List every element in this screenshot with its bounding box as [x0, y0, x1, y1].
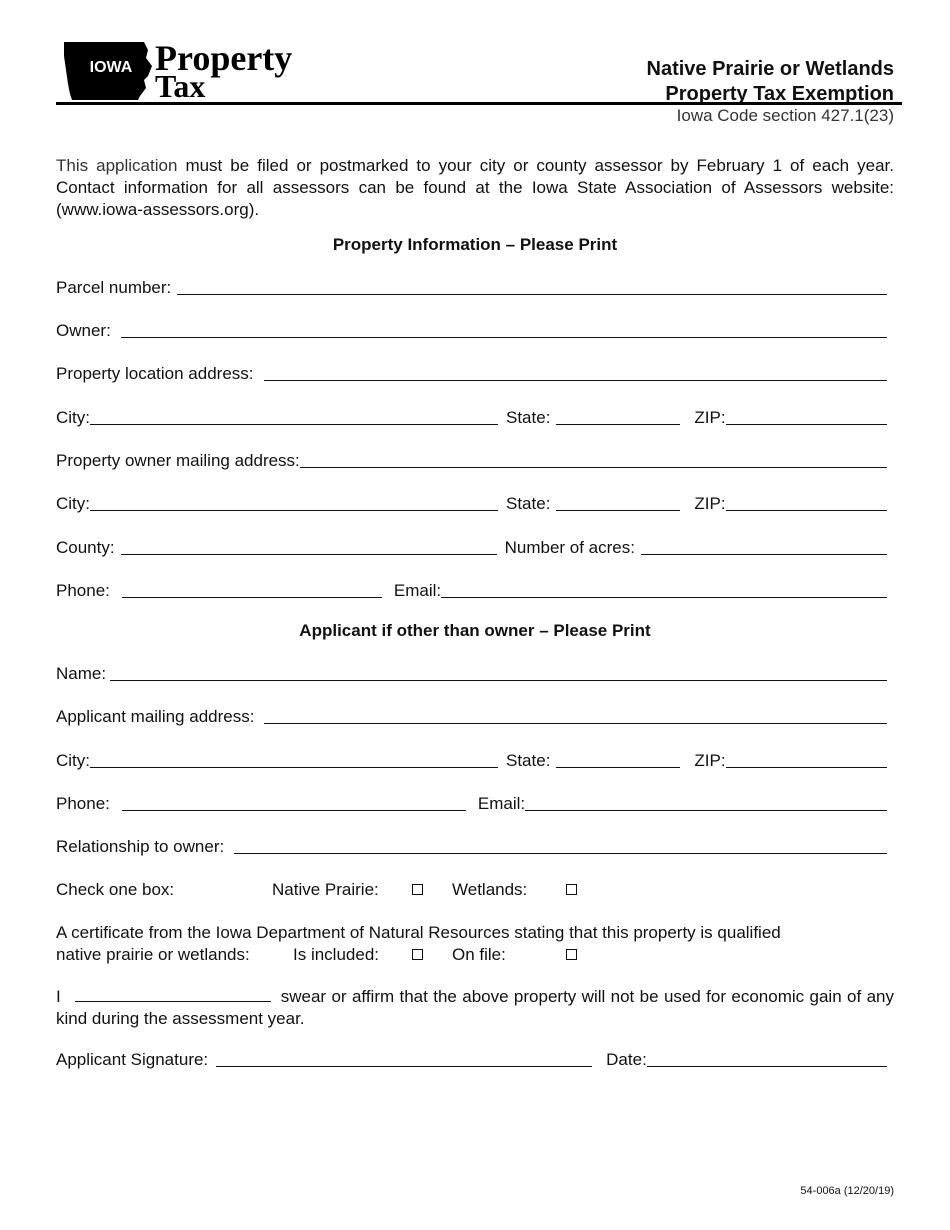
- applicant-name-field[interactable]: [110, 662, 887, 681]
- acres-field[interactable]: [641, 536, 887, 555]
- zip-label: ZIP:: [694, 408, 726, 427]
- check-one-label: Check one box:: [56, 880, 175, 899]
- property-email-field[interactable]: [441, 579, 887, 598]
- property-phone-row: [56, 577, 887, 601]
- relationship-label: Relationship to owner:: [56, 837, 225, 856]
- owner-city-field[interactable]: [90, 492, 498, 511]
- code-reference: Iowa Code section 427.1(23): [676, 106, 894, 125]
- applicant-city-field[interactable]: [90, 749, 498, 768]
- email-label: Email:: [393, 581, 442, 600]
- property-location-row: [56, 360, 887, 384]
- is-included-checkbox[interactable]: [412, 949, 423, 960]
- owner-mailing-row: [56, 447, 887, 471]
- relationship-field[interactable]: [234, 835, 887, 854]
- title-line-1: Native Prairie or Wetlands: [646, 58, 894, 80]
- state-label: State:: [506, 408, 551, 427]
- check-one-row: [56, 880, 894, 904]
- logo-word-property: Property: [155, 38, 293, 78]
- state-label: State:: [506, 494, 551, 513]
- applicant-phone-row: [56, 790, 887, 814]
- property-zip-field[interactable]: [726, 406, 887, 425]
- form-title: [647, 57, 895, 107]
- intro-text: must be filed or postmarked to your city or county assessor by February 1 of each year. Contact information for all assessors can be found at the Iowa State Association of Assessors website: (www.iowa-assessors.org).: [56, 156, 894, 219]
- county-label: County:: [56, 538, 115, 557]
- owner-state-field[interactable]: [556, 492, 680, 511]
- applicant-mailing-row: [56, 703, 887, 727]
- zip-label: ZIP:: [694, 494, 726, 513]
- applicant-name-row: [56, 660, 887, 684]
- city-label: City:: [56, 751, 90, 770]
- wetlands-label: Wetlands:: [452, 880, 528, 899]
- property-location-label: Property location address:: [56, 364, 254, 383]
- date-label: Date:: [606, 1050, 647, 1069]
- city-label: City:: [56, 494, 90, 513]
- form-page: [56, 0, 894, 1230]
- property-phone-field[interactable]: [122, 579, 382, 598]
- parcel-number-row: [56, 274, 887, 298]
- city-label: City:: [56, 408, 90, 427]
- applicant-section-heading: Applicant if other than owner – Please Print: [299, 621, 651, 640]
- owner-zip-field[interactable]: [726, 492, 887, 511]
- native-prairie-checkbox[interactable]: [412, 884, 423, 895]
- zip-label: ZIP:: [694, 751, 726, 770]
- iowa-property-tax-logo: [62, 40, 292, 102]
- applicant-mailing-label: Applicant mailing address:: [56, 707, 255, 726]
- phone-label: Phone:: [56, 794, 110, 813]
- property-state-field[interactable]: [556, 406, 680, 425]
- phone-label: Phone:: [56, 581, 110, 600]
- acres-label: Number of acres:: [504, 538, 635, 557]
- date-field[interactable]: [647, 1048, 887, 1067]
- applicant-email-field[interactable]: [525, 792, 887, 811]
- intro-lead: This application: [56, 156, 178, 175]
- state-label: State:: [506, 751, 551, 770]
- affirmation-paragraph: [56, 986, 894, 1030]
- parcel-number-field[interactable]: [177, 276, 887, 295]
- applicant-mailing-field[interactable]: [264, 705, 887, 724]
- logo-word-tax: Tax: [155, 68, 206, 104]
- property-location-field[interactable]: [264, 362, 888, 381]
- signature-label: Applicant Signature:: [56, 1050, 209, 1069]
- property-city-field[interactable]: [90, 406, 498, 425]
- county-row: [56, 534, 887, 558]
- affirm-text: swear or affirm that the above property will not be used for economic gain of any kind during the assessment year.: [56, 987, 894, 1028]
- relationship-row: [56, 833, 887, 857]
- native-prairie-label: Native Prairie:: [272, 880, 379, 899]
- logo-state-text: IOWA: [89, 59, 133, 76]
- county-field[interactable]: [121, 536, 497, 555]
- property-section-heading: Property Information – Please Print: [332, 235, 618, 254]
- header-divider: [56, 102, 902, 105]
- title-line-2: Property Tax Exemption: [665, 83, 894, 105]
- affirm-name-field[interactable]: [75, 987, 271, 1002]
- certificate-options-row: [56, 945, 894, 969]
- on-file-label: On file:: [452, 945, 506, 964]
- parcel-number-label: Parcel number:: [56, 278, 172, 297]
- affirm-lead: I: [56, 987, 61, 1006]
- intro-paragraph: [56, 155, 894, 221]
- certificate-lead: native prairie or wetlands:: [56, 945, 250, 964]
- email-label: Email:: [477, 794, 526, 813]
- on-file-checkbox[interactable]: [566, 949, 577, 960]
- certificate-text: A certificate from the Iowa Department of Natural Resources stating that this property is qualified: [56, 923, 781, 942]
- signature-row: [56, 1046, 887, 1070]
- signature-field[interactable]: [216, 1048, 592, 1067]
- applicant-phone-field[interactable]: [122, 792, 466, 811]
- is-included-label: Is included:: [293, 945, 379, 964]
- owner-label: Owner:: [56, 321, 111, 340]
- owner-row: [56, 317, 887, 341]
- wetlands-checkbox[interactable]: [566, 884, 577, 895]
- owner-city-row: [56, 490, 887, 514]
- applicant-city-row: [56, 747, 887, 771]
- owner-mailing-label: Property owner mailing address:: [56, 451, 300, 470]
- name-label: Name:: [56, 664, 107, 683]
- owner-mailing-field[interactable]: [300, 449, 887, 468]
- owner-field[interactable]: [121, 319, 887, 338]
- applicant-zip-field[interactable]: [726, 749, 887, 768]
- property-city-row: [56, 404, 887, 428]
- form-id: 54-006a (12/20/19): [800, 1185, 894, 1197]
- applicant-state-field[interactable]: [556, 749, 680, 768]
